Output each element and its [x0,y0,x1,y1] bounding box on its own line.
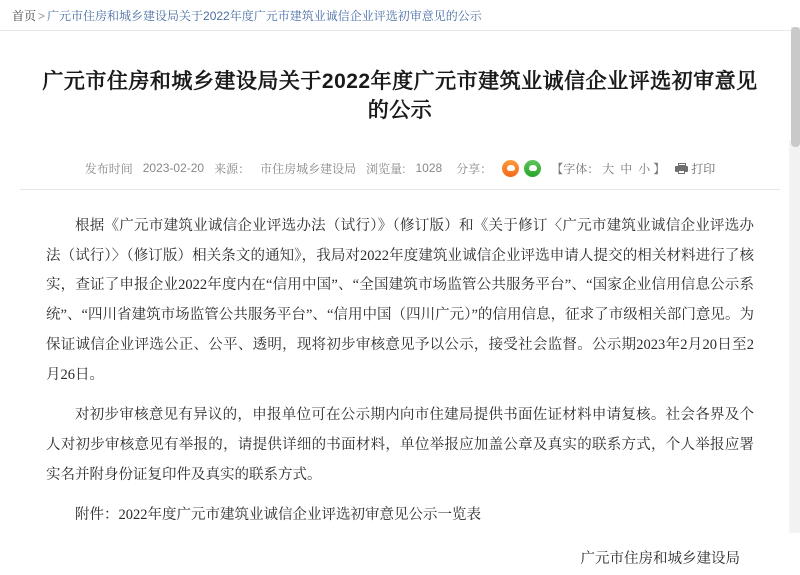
breadcrumb-current: 广元市住房和城乡建设局关于2022年度广元市建筑业诚信企业评选初审意见的公示 [47,9,482,23]
print-label: 打印 [691,161,716,176]
font-size-medium-button[interactable]: 中 [620,161,633,176]
wechat-share-icon[interactable] [524,160,541,177]
source-label: 来源： [214,161,251,176]
breadcrumb-separator: > [38,9,46,23]
views-label: 浏览量: [366,161,406,176]
article-paragraph: 对初步审核意见有异议的，申报单位可在公示期内向市住建局提供书面佐证材料申请复核。社会各界及个人对初步审核意见有举报的，请提供详细的书面材料，单位举报应加盖公章及真实的联系方式，个人举报应署实名并附身份证复印件及真实的联系方式。 [46,407,754,483]
scrollbar-thumb[interactable] [791,27,800,147]
article-body [0,190,800,575]
attachment-line: 附件：2022年度广元市建筑业诚信企业评选初审意见公示一览表 [75,507,481,524]
bracket-left: 【 [551,161,564,176]
publish-time-value: 2023-02-20 [142,161,205,176]
print-button[interactable] [675,160,715,177]
printer-icon [675,163,688,174]
signature: 广元市住房和城乡建设局 [580,551,740,568]
font-size-control [551,160,665,177]
share-label: 分享： [456,161,493,176]
bracket-right: 】 [653,161,666,176]
article-meta-bar [0,156,800,189]
source-value: 市住房城乡建设局 [260,161,357,176]
title-section [0,31,800,156]
weibo-share-icon[interactable] [502,160,519,177]
publish-time-label: 发布时间 [84,161,133,176]
breadcrumb [0,0,800,31]
font-size-small-button[interactable]: 小 [638,161,651,176]
breadcrumb-home-link[interactable]: 首页 [12,9,37,23]
views-value: 1028 [415,161,443,176]
share-icon-group [502,160,541,177]
font-size-large-button[interactable]: 大 [602,161,615,176]
article-paragraph: 根据《广元市建筑业诚信企业评选办法（试行）》（修订版）和《关于修订〈广元市建筑业诚信企业评选办法（试行）〉（修订版）相关条文的通知》，我局对2022年度建筑业诚信企业评选申请人提交的相关材料进行了核实，查证了申报企业2022年度内在“信用中国”、“全国建筑市场监管公共服务平台”、“国家企业信用信息公示系统”、“四川省建筑市场监管公共服务平台”、“信用中国（四川广元）”的信用信息，征求了市级相关部门意见。为保证诚信企业评选公正、公平、透明，现将初步审核意见予以公示，接受社会监督。公示期2023年2月20日至2月26日。 [46,217,754,383]
vertical-scrollbar[interactable] [791,27,800,533]
font-size-label: 字体： [563,161,600,176]
page-title: 广元市住房和城乡建设局关于2022年度广元市建筑业诚信企业评选初审意见的公示 [42,70,758,123]
